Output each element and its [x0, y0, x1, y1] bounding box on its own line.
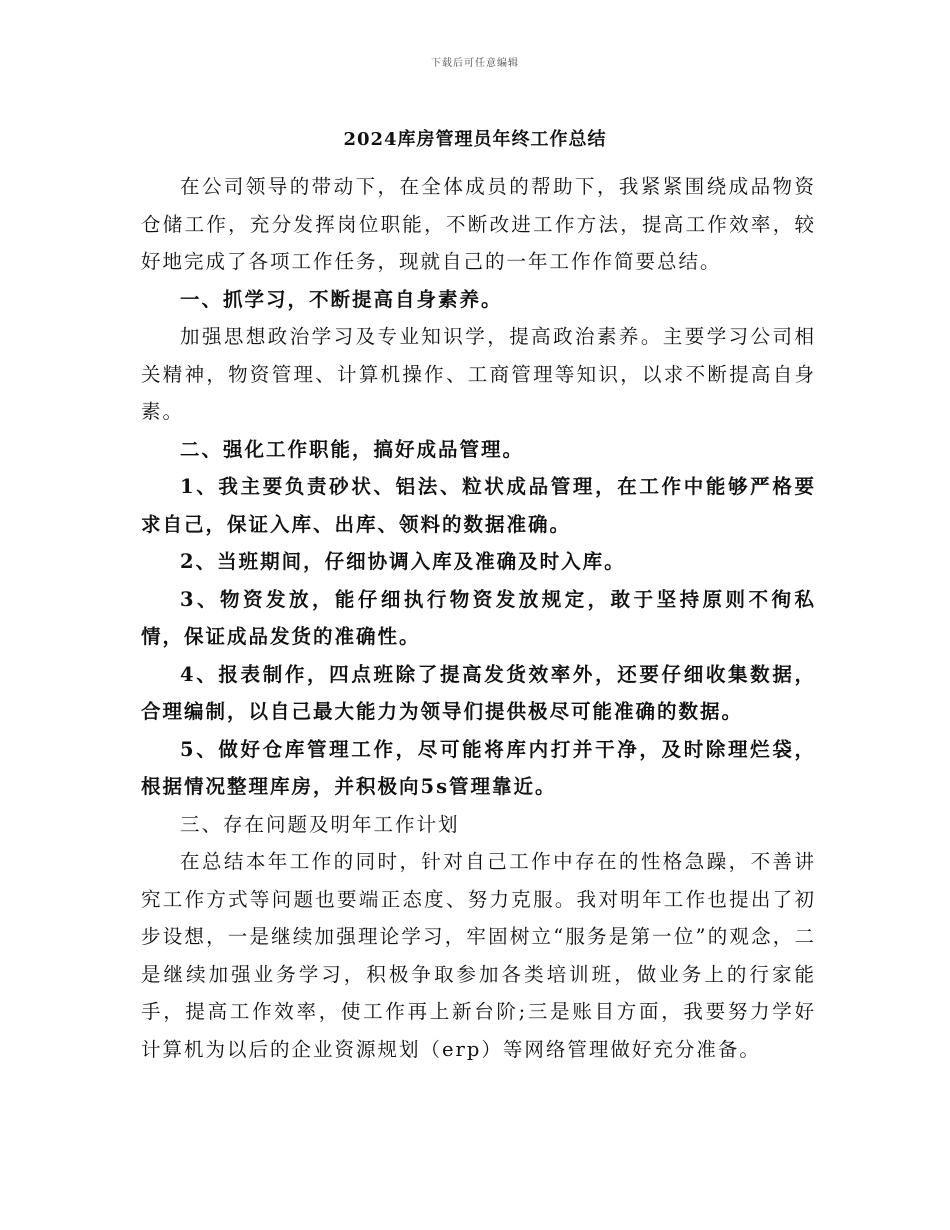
- paragraph-intro: 在公司领导的带动下，在全体成员的帮助下，我紧紧围绕成品物资仓储工作，充分发挥岗位职能，不断改进工作方法，提高工作效率，较好地完成了各项工作任务，现就自己的一年工作作简要总结。: [141, 175, 816, 273]
- section-heading-3: 三、存在问题及明年工作计划: [180, 812, 460, 836]
- paragraph-study: 加强思想政治学习及专业知识学，提高政治素养。主要学习公司相关精神，物资管理、计算机操作、工商管理等知识，以求不断提高自身素。: [141, 325, 816, 423]
- paragraph-plan: 在总结本年工作的同时，针对自己工作中存在的性格急躁，不善讲究工作方式等问题也要端正态度、努力克服。我对明年工作也提出了初步设想，一是继续加强理论学习，牢固树立“服务是第一位”的观念，二是继续加强业务学习，积极争取参加各类培训班，做业务上的行家能手，提高工作效率，使工作再上新台阶;三是账目方面，我要努力学好计算机为以后的企业资源规划（erp）等网络管理做好充分准备。: [141, 850, 816, 1061]
- list-item-1: 1、我主要负责砂状、铝法、粒状成品管理，在工作中能够严格要求自己，保证入库、出库、领料的数据准确。: [141, 475, 816, 536]
- list-item-3: 3、物资发放，能仔细执行物资发放规定，敢于坚持原则不徇私情，保证成品发货的准确性。: [141, 587, 816, 648]
- section-heading-2: 二、强化工作职能，搞好成品管理。: [180, 437, 525, 461]
- list-item-4: 4、报表制作，四点班除了提高发货效率外，还要仔细收集数据，合理编制，以自己最大能力为领导们提供极尽可能准确的数据。: [141, 662, 816, 723]
- header-note: 下载后可任意编辑: [431, 58, 519, 69]
- list-item-2: 2、当班期间，仔细协调入库及准确及时入库。: [180, 550, 626, 573]
- section-heading-1: 一、抓学习，不断提高自身素养。: [180, 287, 503, 311]
- document-body: [141, 168, 816, 1068]
- document-title: 2024库房管理员年终工作总结: [343, 129, 607, 150]
- list-item-5: 5、做好仓库管理工作，尽可能将库内打并干净，及时除理烂袋，根据情况整理库房，并积极向5s管理靠近。: [141, 737, 816, 798]
